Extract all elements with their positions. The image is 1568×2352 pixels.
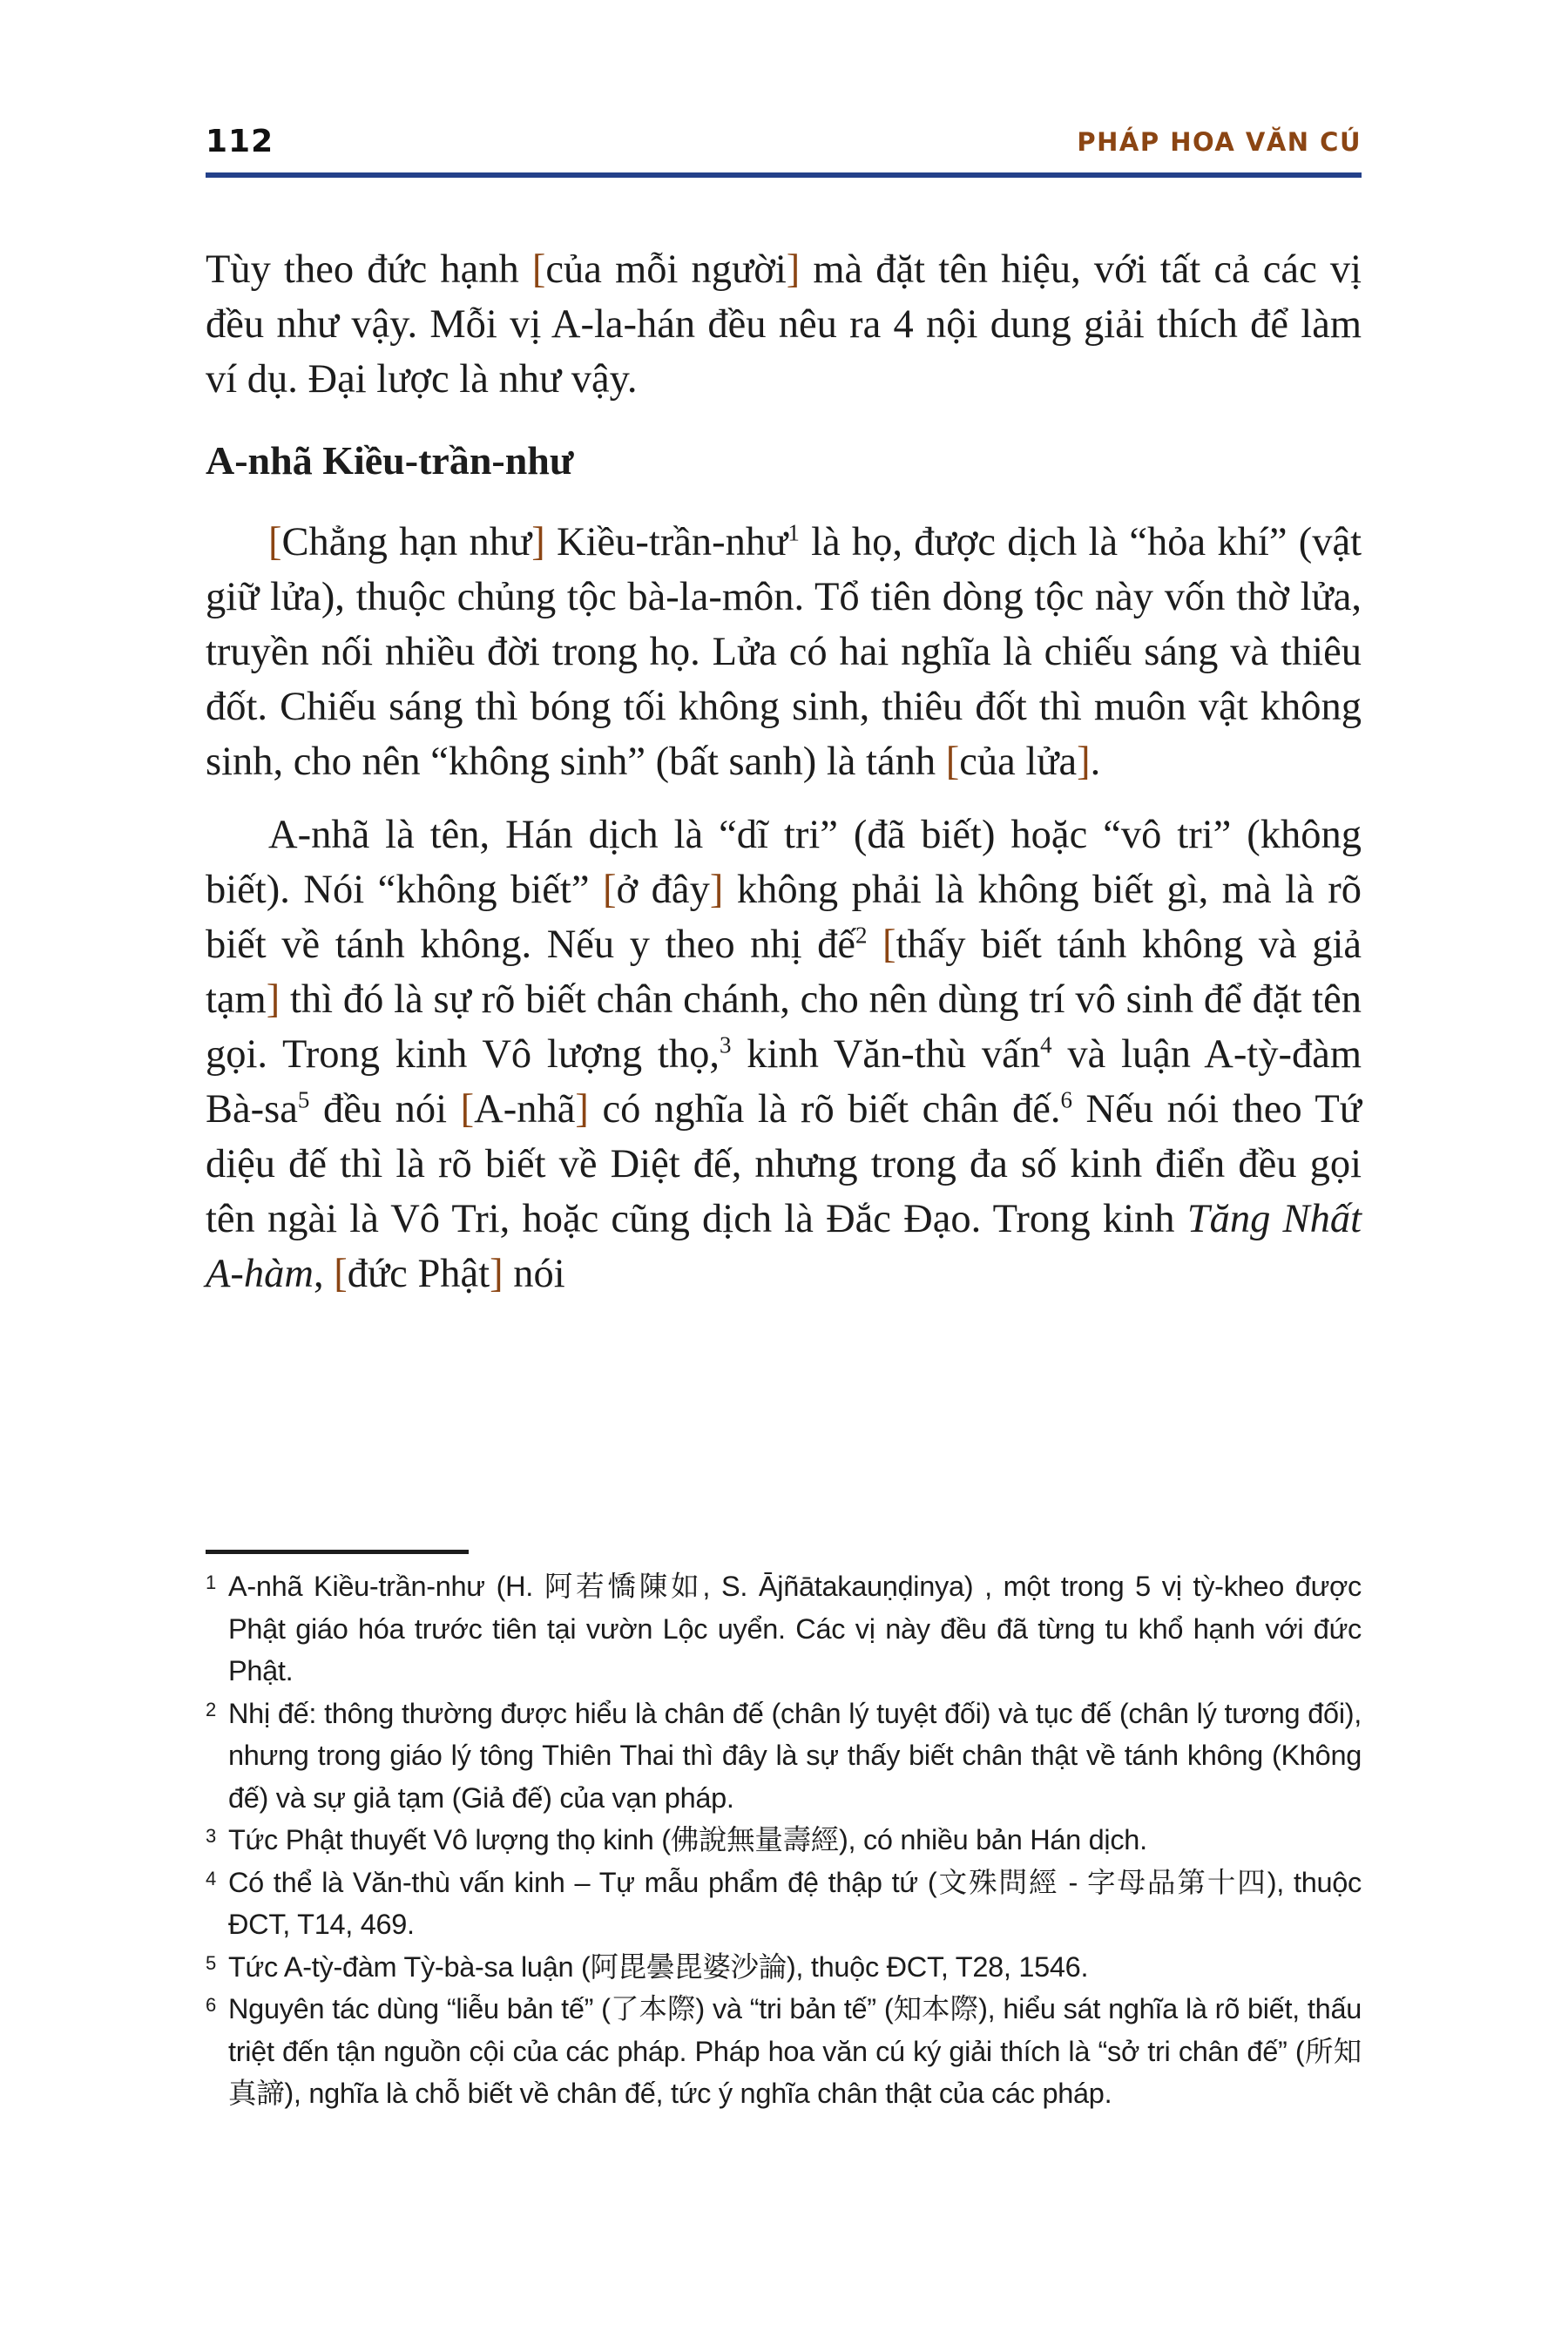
running-header — [206, 124, 1362, 167]
footnote-number: 1 — [206, 1571, 216, 1593]
footnote-number: 3 — [206, 1825, 216, 1847]
paragraph — [206, 242, 1362, 407]
footnotes — [206, 1565, 1362, 2115]
editorial-bracket: [ — [268, 520, 282, 564]
text-run: là họ, được dịch là “hỏa khí” (vật giữ lửa), thuộc chủng tộc bà-la-môn. Tổ tiên dòng tộc này vốn thờ lửa, truyền nối nhiều đời trong họ. Lửa có hai nghĩa là chiếu sáng và thiêu đốt. Chiếu sáng thì bóng tối không sinh, thiêu đốt thì muôn vật không sinh, cho nên “không sinh” (bất sanh) là tánh — [206, 520, 1362, 784]
footnote-2 — [206, 1693, 1362, 1820]
editorial-bracket: [ — [882, 923, 896, 967]
editorial-bracket: [ — [334, 1252, 348, 1296]
footnote-text: Tức Phật thuyết Vô lượng thọ kinh (佛說無量壽經), có nhiều bản Hán dịch. — [228, 1824, 1147, 1855]
header-rule — [206, 172, 1362, 178]
footnote-separator — [206, 1550, 469, 1554]
footnote-5 — [206, 1946, 1362, 1989]
footnote-4 — [206, 1862, 1362, 1946]
text-run: A-nhã — [474, 1087, 576, 1132]
text-run: và luận A-tỳ-đàm Bà-sa — [206, 1032, 1362, 1132]
paragraph — [206, 515, 1362, 789]
editorial-bracket: ] — [490, 1252, 504, 1296]
editorial-bracket: [ — [531, 247, 546, 292]
text-run: nói — [503, 1252, 565, 1296]
italic-title: Tăng Nhất A-hàm — [206, 1197, 1362, 1296]
footnote-text: Có thể là Văn-thù vấn kinh – Tự mẫu phẩm đệ thập tứ (文殊問經 - 字母品第十四), thuộc ĐCT, T14, 469. — [228, 1866, 1362, 1940]
footnote-number: 5 — [206, 1951, 216, 1974]
footnote-ref[interactable]: 3 — [719, 1031, 732, 1058]
footnote-text: Nhị đế: thông thường được hiểu là chân đế (chân lý tuyệt đối) và tục đế (chân lý tương đối), nhưng trong giáo lý tông Thiên Thai thì đây là sự thấy biết chân thật về tánh không (Không đế) và sự giả tạm (Giả đế) của vạn pháp. — [228, 1697, 1362, 1814]
footnote-3 — [206, 1819, 1362, 1862]
section-heading: A-nhã Kiều-trần-như — [206, 438, 574, 483]
text-run: kinh Văn-thù vấn — [731, 1032, 1041, 1077]
text-run: thì đó là sự rõ biết chân chánh, cho nên dùng trí vô sinh để đặt tên gọi. Trong kinh Vô lượng thọ, — [206, 977, 1362, 1077]
editorial-bracket: ] — [531, 520, 545, 564]
text-run: không phải là không biết gì, mà là rõ biết về tánh không. Nếu y theo nhị đế — [206, 868, 1362, 967]
footnote-ref[interactable]: 1 — [787, 519, 800, 546]
text-run: thấy biết tánh không và giả tạm — [206, 923, 1362, 1022]
text-run: , — [313, 1252, 335, 1296]
footnote-number: 2 — [206, 1698, 216, 1720]
text-run: Kiều-trần-như — [544, 520, 788, 564]
text-run: đều nói — [309, 1087, 461, 1132]
text-run: Nếu nói theo Tứ diệu đế thì là rõ biết về Diệt đế, nhưng trong đa số kinh điển đều gọi tên ngài là Vô Tri, hoặc cũng dịch là Đắc Đạo. Trong kinh — [206, 1087, 1362, 1241]
text-run: của lửa — [959, 740, 1078, 784]
text-run: Tùy theo đức hạnh — [206, 247, 532, 292]
footnote-ref[interactable]: 4 — [1040, 1031, 1052, 1058]
paragraph — [206, 808, 1362, 1301]
book-title: PHÁP HOA VĂN CÚ — [1077, 127, 1362, 157]
text-run: đức Phật — [347, 1252, 490, 1296]
page-number: 112 — [206, 124, 274, 159]
editorial-bracket: [ — [945, 740, 960, 784]
footnote-6 — [206, 1988, 1362, 2115]
main-text — [206, 242, 1362, 1301]
text-run: A-nhã là tên, Hán dịch là “dĩ tri” (đã biết) hoặc “vô tri” (không biết). Nói “không biết” — [206, 813, 1362, 912]
editorial-bracket: ] — [709, 868, 724, 912]
editorial-bracket: ] — [786, 247, 801, 292]
footnote-1 — [206, 1565, 1362, 1693]
text-run: mà đặt tên hiệu, với tất cả các vị đều như vậy. Mỗi vị A-la-hán đều nêu ra 4 nội dung giải thích để làm ví dụ. Đại lược là như vậy. — [206, 247, 1362, 402]
editorial-bracket: ] — [1077, 740, 1091, 784]
footnote-text: A-nhã Kiều-trần-như (H. 阿若憍陳如, S. Ājñātakauṇḍinya) , một trong 5 vị tỳ-kheo được Phật giáo hóa trước tiên tại vườn Lộc uyển. Các vị này đều đã từng tu khổ hạnh với đức Phật. — [228, 1571, 1362, 1686]
editorial-bracket: [ — [460, 1087, 475, 1132]
footnote-ref[interactable]: 5 — [297, 1086, 310, 1113]
text-run: có nghĩa là rõ biết chân đế. — [588, 1087, 1061, 1132]
footnote-ref[interactable]: 2 — [855, 922, 868, 949]
text-run — [867, 923, 882, 967]
footnote-number: 6 — [206, 1994, 216, 2016]
text-run: của mỗi người — [545, 247, 787, 292]
text-run: . — [1090, 740, 1101, 784]
editorial-bracket: ] — [266, 977, 280, 1022]
footnote-number: 4 — [206, 1867, 216, 1889]
text-run: ở đây — [616, 868, 710, 912]
editorial-bracket: ] — [575, 1087, 589, 1132]
footnote-text: Tức A-tỳ-đàm Tỳ-bà-sa luận (阿毘曇毘婆沙論), thuộc ĐCT, T28, 1546. — [228, 1950, 1089, 1983]
footnote-ref[interactable]: 6 — [1060, 1086, 1072, 1113]
editorial-bracket: [ — [603, 868, 617, 912]
text-run: Chẳng hạn như — [281, 520, 532, 564]
footnote-text: Nguyên tác dùng “liễu bản tế” (了本際) và “tri bản tế” (知本際), hiểu sát nghĩa là rõ biết, thấu triệt đến tận nguồn cội của các pháp. Pháp hoa văn cú ký giải thích là “sở tri chân đế” (所知真諦), nghĩa là chỗ biết về chân đế, tức ý nghĩa chân thật của các pháp. — [228, 1993, 1362, 2109]
